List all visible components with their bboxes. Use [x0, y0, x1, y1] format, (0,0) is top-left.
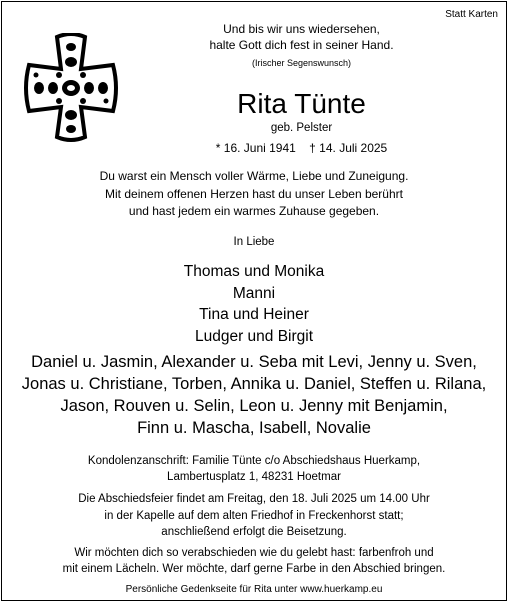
- farewell-wish: [2, 545, 506, 577]
- grandchildren-line: Daniel u. Jasmin, Alexander u. Seba mit Levi, Jenny u. Sven,: [31, 353, 477, 371]
- life-dates: * 16. Juni 1941 † 14. Juli 2025: [215, 141, 388, 155]
- condolence-line: Lambertusplatz 1, 48231 Hoetmar: [167, 471, 341, 483]
- tribute-line: Du warst ein Mensch voller Wärme, Liebe und Zuneigung.: [99, 169, 409, 183]
- grandchildren-list: [2, 351, 506, 439]
- grandchildren-line: Jason, Rouven u. Selin, Leon u. Jenny mit Benjamin,: [60, 397, 448, 415]
- memorial-page-link: Persönliche Gedenkseite für Rita unter www.huerkamp.eu: [125, 584, 383, 595]
- motto-line: halte Gott dich fest in seiner Hand.: [209, 38, 394, 52]
- in-love-label: In Liebe: [233, 236, 275, 248]
- birth-name: geb. Pelster: [270, 122, 333, 134]
- tribute-line: Mit deinem offenen Herzen hast du unser Leben berührt: [105, 186, 403, 201]
- family-member: Tina und Heiner: [199, 306, 309, 323]
- service-line: Die Abschiedsfeier findet am Freitag, den 18. Juli 2025 um 14.00 Uhr: [78, 493, 430, 505]
- family-member: Ludger und Birgit: [194, 327, 314, 345]
- tribute-line: und hast jedem ein warmes Zuhause gegeben.: [128, 204, 380, 218]
- wish-line: mit einem Lächeln. Wer möchte, darf gerne Farbe in den Abschied bringen.: [62, 563, 446, 575]
- obituary-card: [1, 1, 507, 601]
- family-list: [2, 261, 506, 347]
- condolence-line: Kondolenzanschrift: Familie Tünte c/o Abschiedshaus Huerkamp,: [87, 455, 421, 467]
- service-info: [2, 491, 506, 541]
- service-line: anschließend erfolgt die Beisetzung.: [161, 526, 347, 538]
- grandchildren-line: Jonas u. Christiane, Torben, Annika u. Daniel, Steffen u. Rilana,: [21, 375, 487, 393]
- wish-line: Wir möchten dich so verabschieden wie du gelebt hast: farbenfroh und: [74, 547, 434, 559]
- family-member: Thomas und Monika: [183, 263, 325, 280]
- condolence-address: [2, 453, 506, 485]
- grandchildren-line: Finn u. Mascha, Isabell, Novalie: [137, 419, 371, 437]
- motto: [97, 21, 506, 53]
- header-note: Statt Karten: [445, 9, 498, 20]
- motto-source: (Irischer Segenswunsch): [251, 58, 352, 68]
- deceased-name: Rita Tünte: [237, 88, 366, 119]
- motto-line: Und bis wir uns wiedersehen,: [223, 22, 380, 36]
- service-line: in der Kapelle auf dem alten Friedhof in Freckenhorst statt;: [104, 509, 404, 522]
- family-member: Manni: [232, 284, 276, 302]
- tribute-text: [2, 168, 506, 221]
